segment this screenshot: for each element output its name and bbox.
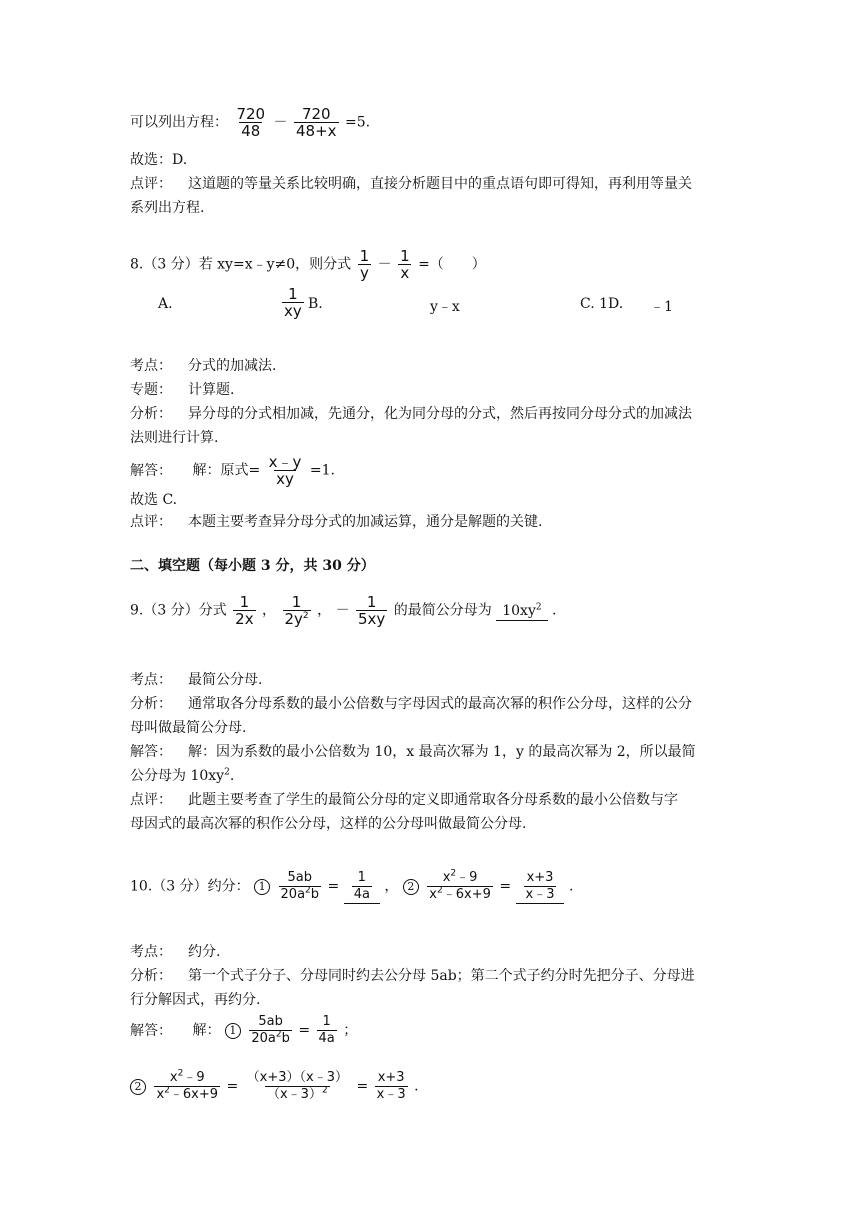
frac-den	[265, 1086, 330, 1103]
comment-text: 本题主要考查异分母分式的加减运算，通分是解题的关键.	[188, 514, 543, 530]
section-2-title: 二、填空题（每小题 3 分，共 30 分）	[130, 558, 375, 574]
q7-lead: 可以列出方程：	[130, 114, 228, 131]
jieda-label: 解答：	[130, 462, 172, 479]
q8-fraction-1	[358, 248, 372, 281]
circled-number-2: 2	[130, 1079, 146, 1095]
equals-sign: =	[327, 878, 340, 895]
q8-comment	[130, 512, 542, 532]
fenxi-text: 异分母的分式相加减，先通分，化为同分母的分式，然后再按同分母分式的加减法	[188, 406, 692, 422]
q8-stem-lead: 8.（3 分）若 xy=x﹣y≠0，则分式	[130, 256, 352, 273]
q8-fenxi-1	[130, 404, 692, 424]
q8-fenxi-2: 法则进行计算.	[130, 430, 219, 446]
den-exponent: 2	[164, 1085, 170, 1096]
q8-kaodian	[130, 356, 276, 376]
q7-equation-line	[130, 106, 370, 139]
frac-num	[168, 1070, 207, 1086]
q9-answer-blank	[496, 602, 547, 621]
q9-jieda-1	[130, 742, 696, 762]
q10-jieda-factored-fraction	[245, 1070, 350, 1103]
frac-num: 5ab	[258, 1014, 283, 1029]
frac-den: xy	[284, 302, 302, 320]
q10-stem	[130, 870, 573, 904]
comment-text: 此题主要考查了学生的最简公分母的定义即通常取各分母系数的最小公倍数与字	[188, 792, 678, 808]
q9-comment-2: 母因式的最高次幂的积作公分母，这样的公分母叫做最简公分母.	[130, 816, 527, 832]
circled-number-2: 2	[403, 879, 419, 895]
equals-sign: =	[298, 1022, 311, 1039]
comment-label: 点评：	[130, 176, 172, 192]
comment-label: 点评：	[130, 792, 172, 808]
frac-den: y	[359, 264, 369, 282]
num-part: x	[169, 1070, 178, 1085]
den-part: 20a	[251, 1031, 276, 1046]
q10-fenxi-1	[130, 966, 695, 986]
frac-num: 1	[239, 593, 250, 611]
frac-num: 1	[400, 247, 410, 265]
den-exponent: 2	[305, 885, 311, 896]
kaodian-text: 约分.	[188, 944, 221, 960]
separator: ，	[384, 878, 399, 895]
equals-five: =5.	[345, 114, 371, 131]
comment-text: 这道题的等量关系比较明确，直接分析题目中的重点语句即可得知，再利用等量关	[188, 176, 692, 192]
q8-zhuanti	[130, 380, 234, 400]
frac-den: x﹣3	[525, 887, 555, 902]
jieda-lead: 解：	[192, 1022, 221, 1039]
den-part: 20a	[280, 887, 306, 902]
den-part: ﹣6x+9	[169, 1087, 219, 1102]
jieda-label: 解答：	[130, 1022, 172, 1039]
q10-answer-1-blank	[344, 870, 380, 904]
q9-tail: 的最简公分母为	[393, 602, 492, 619]
q10-jieda-fraction-1	[249, 1014, 292, 1047]
jieda-text: 解：因为系数的最小公倍数为 10，x 最高次幂为 1，y 的最高次幂为 2，所以最简	[188, 744, 696, 760]
equals-sign: =	[356, 1078, 369, 1095]
exponent: 2	[224, 767, 230, 778]
q9-fraction-2	[283, 594, 311, 627]
option-a-label: A.	[158, 296, 173, 312]
circled-number-1: 1	[254, 879, 270, 895]
period: .	[568, 878, 574, 895]
q10-kaodian	[130, 942, 220, 962]
equals-sign: =	[226, 1078, 239, 1095]
q10-jieda-fraction-2	[154, 1070, 220, 1103]
q7-fraction-2	[294, 106, 339, 139]
q10-jieda-answer-2	[375, 1070, 408, 1103]
frac-den: 4a	[353, 887, 370, 902]
q10-fraction-1	[279, 870, 322, 903]
fenxi-text: 第一个式子分子、分母同时约去公分母 5ab；第二个式子约分时先把分子、分母进	[188, 968, 695, 984]
kaodian-label: 考点：	[130, 672, 172, 688]
q10-fraction-2	[427, 870, 493, 903]
den-exponent: 2	[275, 1029, 282, 1040]
answer-exponent: 2	[535, 601, 542, 612]
option-b-value: y﹣x	[430, 299, 460, 315]
q9-kaodian	[130, 670, 262, 690]
q8-fraction-2	[398, 248, 412, 281]
q8-stem-tail: =（ ）	[418, 256, 486, 273]
minus-sign: －	[335, 602, 350, 619]
option-a-fraction	[280, 286, 306, 319]
frac-num: 1	[357, 870, 366, 885]
frac-num: 1	[288, 285, 298, 303]
q7-comment-line-2: 系列出方程.	[130, 200, 205, 216]
period: .	[552, 602, 557, 619]
q9-fraction-1	[233, 594, 255, 627]
frac-num: （x+3）（x﹣3）	[246, 1070, 348, 1085]
q7-comment-line-1	[130, 174, 692, 194]
q10-lead: 10.（3 分）约分：	[130, 878, 250, 895]
fenxi-label: 分析：	[130, 968, 172, 984]
frac-den	[249, 1030, 292, 1047]
option-cd-label: C. 1D.	[580, 296, 624, 312]
frac-num: 5ab	[287, 870, 313, 885]
den-part: b	[281, 1031, 290, 1046]
option-d-value: ﹣1	[650, 299, 673, 315]
frac-num: x+3	[526, 870, 554, 885]
frac-den: xy	[276, 470, 294, 488]
q8-options	[130, 285, 750, 330]
q10-jieda-1	[130, 1014, 357, 1047]
kaodian-text: 最简公分母.	[188, 672, 263, 688]
frac-num: 720	[301, 105, 331, 123]
q8-jieda-fraction	[267, 454, 304, 487]
jieda-text: 公分母为 10xy	[130, 768, 225, 784]
q8-jieda	[130, 454, 335, 487]
num-part: x	[442, 870, 451, 885]
minus-sign: －	[377, 256, 392, 273]
num-exponent: 2	[450, 868, 457, 879]
q8-choice: 故选 C.	[130, 492, 178, 508]
frac-num: 1	[322, 1014, 331, 1029]
q10-jieda-2	[130, 1070, 419, 1103]
q9-lead: 9.（3 分）分式	[130, 602, 227, 619]
den-exponent: 2	[437, 885, 443, 896]
q9-stem	[130, 594, 557, 627]
kaodian-text: 分式的加减法.	[188, 358, 277, 374]
frac-num: 720	[236, 105, 266, 123]
q10-fenxi-2: 行分解因式，再约分.	[130, 992, 261, 1008]
frac-den	[279, 886, 322, 903]
frac-den: x﹣3	[376, 1087, 406, 1102]
jieda-lead: 解：原式=	[192, 462, 261, 479]
fenxi-label: 分析：	[130, 406, 172, 422]
frac-den: x	[400, 264, 410, 282]
kaodian-label: 考点：	[130, 358, 172, 374]
q10-answer-2-blank	[516, 870, 565, 904]
frac-num	[441, 870, 480, 886]
q8-stem	[130, 248, 486, 281]
answer-base: 10xy	[502, 602, 536, 619]
frac-num: 1	[291, 593, 302, 611]
q9-fenxi-2: 母叫做最简公分母.	[130, 720, 247, 736]
q7-choice: 故选：D.	[130, 152, 188, 168]
num-part: ﹣9	[456, 870, 478, 885]
fenxi-label: 分析：	[130, 696, 172, 712]
zhuanti-text: 计算题.	[188, 382, 235, 398]
den-part: x	[429, 887, 437, 902]
den-exponent: 2	[321, 1085, 328, 1096]
q10-jieda-answer-1	[317, 1014, 337, 1047]
option-b-label: B.	[308, 296, 323, 312]
circled-number-1: 1	[225, 1023, 241, 1039]
den-part: x	[156, 1087, 165, 1102]
separator: ，	[317, 602, 332, 619]
frac-den: 4a	[318, 1031, 335, 1046]
frac-num: 1	[359, 247, 370, 265]
q9-jieda-2	[130, 766, 234, 786]
num-part: ﹣9	[183, 1070, 205, 1085]
frac-num: x﹣y	[268, 453, 302, 471]
den-exponent: 2	[302, 611, 309, 621]
separator: ，	[262, 602, 277, 619]
period: .	[414, 1078, 419, 1095]
frac-den: 2x	[235, 610, 254, 628]
q9-comment-1	[130, 790, 678, 810]
period: .	[229, 768, 235, 784]
frac-den	[283, 610, 311, 627]
fenxi-text: 通常取各分母系数的最小公倍数与字母因式的最高次幂的积作公分母，这样的公分	[188, 696, 692, 712]
frac-den: 5xy	[358, 610, 386, 628]
zhuanti-label: 专题：	[130, 382, 172, 398]
jieda-tail: =1.	[309, 462, 335, 479]
q7-fraction-1	[234, 106, 267, 139]
den-part: ﹣6x+9	[442, 887, 491, 902]
minus-sign: －	[273, 114, 288, 131]
den-base: 2y	[284, 610, 303, 628]
num-exponent: 2	[177, 1068, 184, 1079]
frac-num: x+3	[377, 1070, 405, 1085]
frac-num: 1	[366, 593, 377, 611]
comment-label: 点评：	[130, 514, 172, 530]
jieda-label: 解答：	[130, 744, 172, 760]
frac-den	[154, 1086, 220, 1103]
den-part: （x﹣3）	[266, 1087, 322, 1102]
semicolon: ；	[343, 1022, 358, 1039]
frac-den: 48+x	[296, 122, 337, 140]
frac-den: 48	[241, 122, 261, 140]
den-part: b	[310, 887, 320, 902]
q9-fraction-3	[356, 594, 387, 627]
equals-sign: =	[499, 878, 512, 895]
q9-fenxi-1	[130, 694, 692, 714]
kaodian-label: 考点：	[130, 944, 172, 960]
frac-den	[427, 886, 493, 903]
